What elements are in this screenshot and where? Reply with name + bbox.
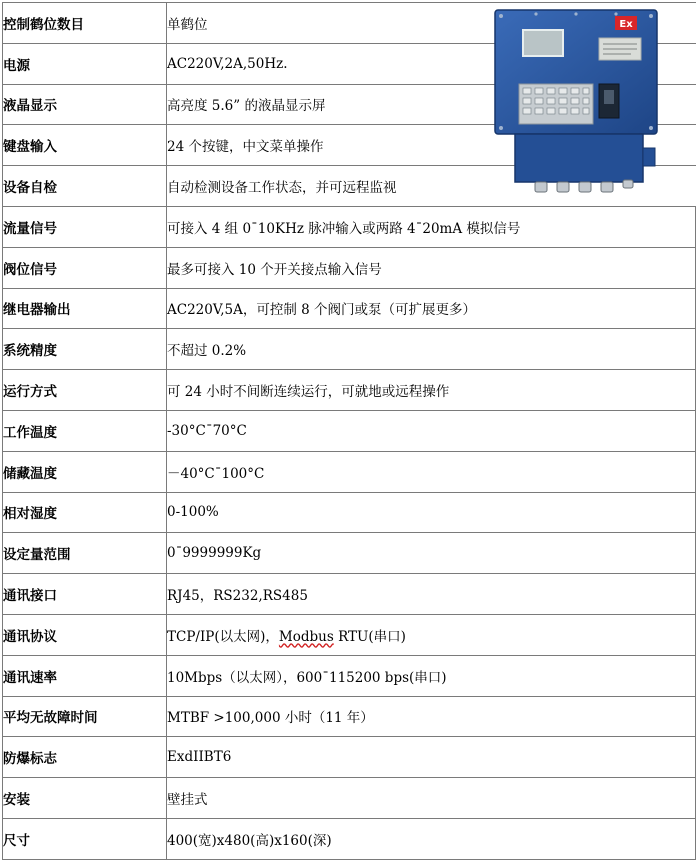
row-label: 阀位信号 [3, 247, 167, 288]
table-row [3, 410, 696, 451]
table-row [3, 655, 696, 696]
table-row [3, 329, 696, 370]
row-label: 电源 [3, 43, 167, 84]
row-value: 24 个按键，中文菜单操作 [167, 125, 696, 166]
row-value: AC220V,5A，可控制 8 个阀门或泵（可扩展更多） [167, 288, 696, 329]
row-value: 10Mbps（以太网），600¯115200 bps(串口) [167, 655, 696, 696]
table-row [3, 492, 696, 533]
row-value: 不超过 0.2% [167, 329, 696, 370]
table-row [3, 574, 696, 615]
row-label: 工作温度 [3, 410, 167, 451]
row-label: 相对湿度 [3, 492, 167, 533]
table-row [3, 778, 696, 819]
row-value: 最多可接入 10 个开关接点输入信号 [167, 247, 696, 288]
row-label: 通讯协议 [3, 614, 167, 655]
row-value: ExdIIBT6 [167, 737, 696, 778]
table-row [3, 818, 696, 859]
protocol-rtu: RTU(串口) [333, 628, 406, 645]
row-label: 防爆标志 [3, 737, 167, 778]
row-value: 400(宽)x480(高)x160(深) [167, 818, 696, 859]
row-label: 流量信号 [3, 206, 167, 247]
table-row [3, 614, 696, 655]
table-row [3, 370, 696, 411]
row-value: 0-100% [167, 492, 696, 533]
table-row [3, 247, 696, 288]
row-value: 可接入 4 组 0¯10KHz 脉冲输入或两路 4¯20mA 模拟信号 [167, 206, 696, 247]
row-label: 通讯速率 [3, 655, 167, 696]
row-label: 平均无故障时间 [3, 696, 167, 737]
lcd-screen [523, 30, 563, 56]
row-value: 可 24 小时不间断连续运行，可就地或远程操作 [167, 370, 696, 411]
ex-mark: Ex [619, 19, 633, 30]
device-photo [491, 8, 661, 196]
row-value: -30°C¯70°C [167, 410, 696, 451]
row-label: 设定量范围 [3, 533, 167, 574]
table-row [3, 696, 696, 737]
row-value: 壁挂式 [167, 778, 696, 819]
row-label: 系统精度 [3, 329, 167, 370]
table-row [3, 451, 696, 492]
enclosure-base [515, 134, 643, 182]
protocol-tcp: TCP/IP(以太网)， [167, 628, 279, 645]
row-value: AC220V,2A,50Hz. [167, 43, 696, 84]
row-value: －40°C¯100°C [167, 451, 696, 492]
row-label: 控制鹤位数目 [3, 3, 167, 44]
row-label: 运行方式 [3, 370, 167, 411]
row-label: 通讯接口 [3, 574, 167, 615]
row-value: MTBF >100,000 小时（11 年） [167, 696, 696, 737]
row-label: 继电器输出 [3, 288, 167, 329]
table-row [3, 533, 696, 574]
table-row [3, 206, 696, 247]
row-value: 高亮度 5.6” 的液晶显示屏 [167, 84, 696, 125]
table-row [3, 737, 696, 778]
row-value: 0¯9999999Kg [167, 533, 696, 574]
row-label: 储藏温度 [3, 451, 167, 492]
row-value: RJ45，RS232,RS485 [167, 574, 696, 615]
row-label: 设备自检 [3, 166, 167, 207]
row-value [167, 614, 696, 655]
row-label: 安装 [3, 778, 167, 819]
row-value: 自动检测设备工作状态，并可远程监视 [167, 166, 696, 207]
row-label: 尺寸 [3, 818, 167, 859]
row-label: 键盘输入 [3, 125, 167, 166]
row-value: 单鹤位 [167, 3, 696, 44]
table-row [3, 288, 696, 329]
protocol-modbus: Modbus [278, 628, 334, 645]
row-label: 液晶显示 [3, 84, 167, 125]
